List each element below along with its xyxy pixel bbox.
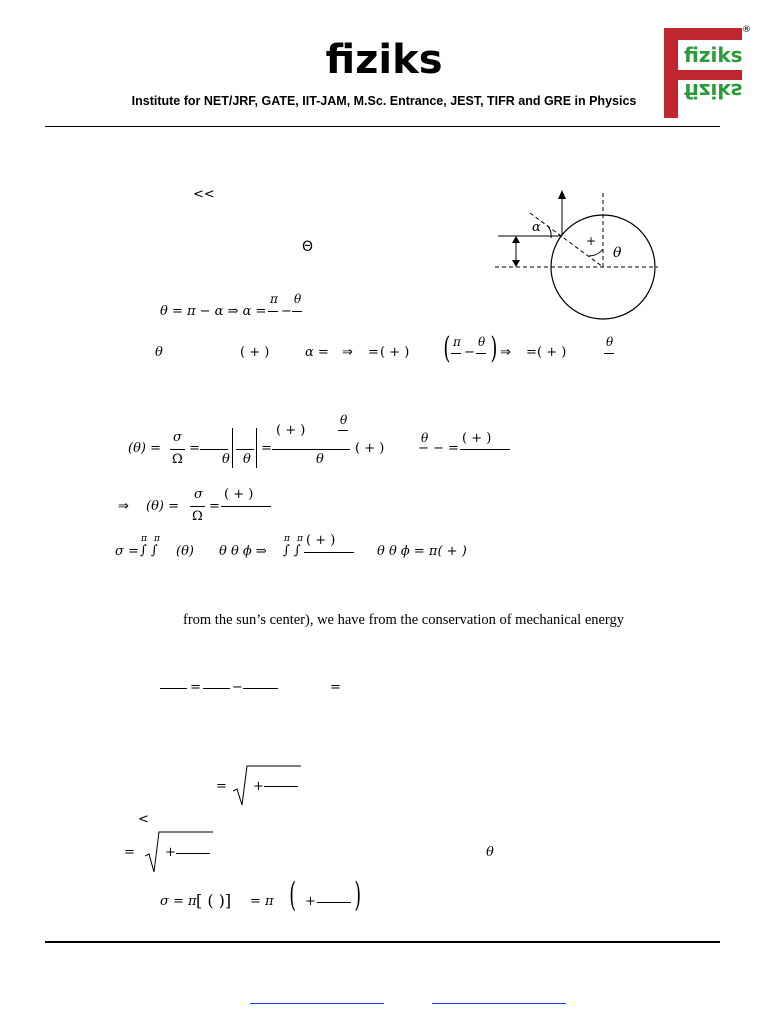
eq5-sigma: σ = xyxy=(115,544,139,559)
footer-link-2[interactable] xyxy=(432,1003,566,1004)
eq3-eq: = xyxy=(189,441,200,456)
eq3-theta-c: θ xyxy=(421,431,429,445)
eq4-frac2 xyxy=(221,506,271,507)
eq1-frac-line xyxy=(268,311,278,312)
eq2-frac-line1 xyxy=(451,353,461,354)
eq2-theta3: θ xyxy=(606,335,614,349)
plus-label: + xyxy=(586,234,597,248)
eq4-arrow: ⇒ xyxy=(118,499,129,514)
eq2-eq: = xyxy=(368,345,379,360)
eq3-frac2 xyxy=(200,449,228,450)
eq8-sqrt xyxy=(145,828,215,876)
geometry-figure xyxy=(490,185,660,325)
eq2-frac-line3 xyxy=(604,353,614,354)
capital-theta: Θ xyxy=(302,239,314,255)
eq2-eq2: = xyxy=(526,345,537,360)
eq7-eq: = xyxy=(216,779,227,794)
eq3-theta-a: θ xyxy=(222,452,230,467)
eq3-abs-left xyxy=(232,428,233,468)
eq9-bracket: [ ( )] xyxy=(196,891,232,910)
eq8-eq: = xyxy=(124,845,135,860)
prose-line: from the sun’s center), we have from the conservation of mechanical energy xyxy=(183,612,625,628)
brand-title: fiziks xyxy=(325,37,443,83)
eq3-paren-r: ( + ) xyxy=(462,431,492,446)
eq5-pi1: π xyxy=(141,534,147,544)
eq3-sigma: σ xyxy=(173,430,182,445)
eq5-differentials: θ θ ϕ ⇒ xyxy=(219,544,267,559)
eq2-big-left-paren: ( xyxy=(443,331,451,366)
eq9-plus: + xyxy=(305,894,316,909)
eq3-eq2: = xyxy=(261,441,272,456)
eq5-pi2: π xyxy=(154,534,160,544)
eq1-theta: θ xyxy=(294,292,302,306)
eq5-int2: ∫ ∫ xyxy=(283,543,301,558)
eq5-tail: θ θ ϕ = π( + ) xyxy=(377,544,467,559)
eq1-frac-line2 xyxy=(292,311,302,312)
eq6-eq: = xyxy=(190,680,201,695)
registered-mark: ® xyxy=(742,25,751,35)
eq2-minus: − xyxy=(464,345,475,360)
eq7-sqrt xyxy=(233,763,303,811)
eq2-alpha: α = xyxy=(305,345,329,360)
eq3-paren: ( + ) xyxy=(355,441,385,456)
eq9-frac xyxy=(317,902,351,903)
institute-tagline: Institute for NET/JRF, GATE, IIT-JAM, M.Sc. Entrance, JEST, TIFR and GRE in Physics xyxy=(131,94,637,108)
eq3-theta-b: θ xyxy=(243,452,251,467)
eq3-frac5 xyxy=(272,449,350,450)
eq3-num-theta: θ xyxy=(340,413,348,427)
eq7-frac xyxy=(264,786,298,787)
eq1-minus: − xyxy=(281,304,292,319)
theta-label: θ xyxy=(613,245,622,261)
eq6-frac1 xyxy=(160,688,187,689)
eq3-lhs: (θ) = xyxy=(128,441,161,456)
eq3-dash: − − = xyxy=(418,441,459,456)
eq5-pi3: π xyxy=(284,534,290,544)
eq2-pi: π xyxy=(453,335,461,349)
eq3-frac6 xyxy=(460,449,510,450)
eq3-frac3 xyxy=(236,449,254,450)
eq3-frac4 xyxy=(338,430,348,431)
footer-link-1[interactable] xyxy=(250,1003,384,1004)
logo-mirrored-text: fiziks xyxy=(684,79,743,103)
eq4-lhs: (θ) = xyxy=(146,499,179,514)
footer-rule xyxy=(45,941,720,943)
much-less-than: << xyxy=(193,187,215,202)
eq1-main: θ = π − α ⇒ α = xyxy=(160,304,267,319)
eq1-pi: π xyxy=(270,292,278,306)
less-than: < xyxy=(138,812,149,827)
fiziks-logo xyxy=(662,24,752,120)
eq2-paren2: ( + ) xyxy=(380,345,410,360)
eq3-frac1 xyxy=(170,449,185,450)
eq2-paren3: ( + ) xyxy=(537,345,567,360)
header-rule xyxy=(45,126,720,127)
eq5-int: ∫ ∫ xyxy=(140,543,158,558)
eq3-den-theta: θ xyxy=(316,452,324,467)
logo-text: fiziks xyxy=(684,43,743,67)
eq9-big-left-paren: ( xyxy=(289,875,296,915)
eq6-frac3 xyxy=(243,688,278,689)
eq6-eq2: = xyxy=(330,680,341,695)
eq2-arrow1: ⇒ xyxy=(342,345,353,360)
eq5-theta: (θ) xyxy=(176,544,194,559)
eq5-num: ( + ) xyxy=(306,533,336,548)
alpha-label: α xyxy=(532,220,541,235)
eq5-pi4: π xyxy=(297,534,303,544)
eq2-theta2: θ xyxy=(478,335,486,349)
eq4-omega: Ω xyxy=(192,509,203,524)
eq5-frac xyxy=(304,552,354,553)
eq4-num: ( + ) xyxy=(224,487,254,502)
eq9-sigma: σ = π xyxy=(160,894,197,909)
eq2-arrow2: ⇒ xyxy=(500,345,511,360)
eq7-plus: + xyxy=(253,779,264,794)
eq2-paren1: ( + ) xyxy=(240,345,270,360)
eq9-eq: = π xyxy=(250,894,274,909)
eq4-sigma: σ xyxy=(194,487,203,502)
eq8-theta: θ xyxy=(486,845,494,860)
eq3-abs-right xyxy=(256,428,257,468)
eq3-num: ( + ) xyxy=(276,423,306,438)
eq2-frac-line2 xyxy=(476,353,486,354)
eq2-big-right-paren: ) xyxy=(490,331,498,366)
eq9-big-right-paren: ) xyxy=(354,875,361,915)
eq3-omega: Ω xyxy=(172,452,183,467)
eq4-frac1 xyxy=(190,506,205,507)
eq6-frac2 xyxy=(203,688,230,689)
eq6-minus: − xyxy=(232,680,243,695)
eq2-theta: θ xyxy=(155,345,163,360)
eq8-plus: + xyxy=(165,845,176,860)
eq4-eq: = xyxy=(209,499,220,514)
eq8-frac xyxy=(176,853,210,854)
